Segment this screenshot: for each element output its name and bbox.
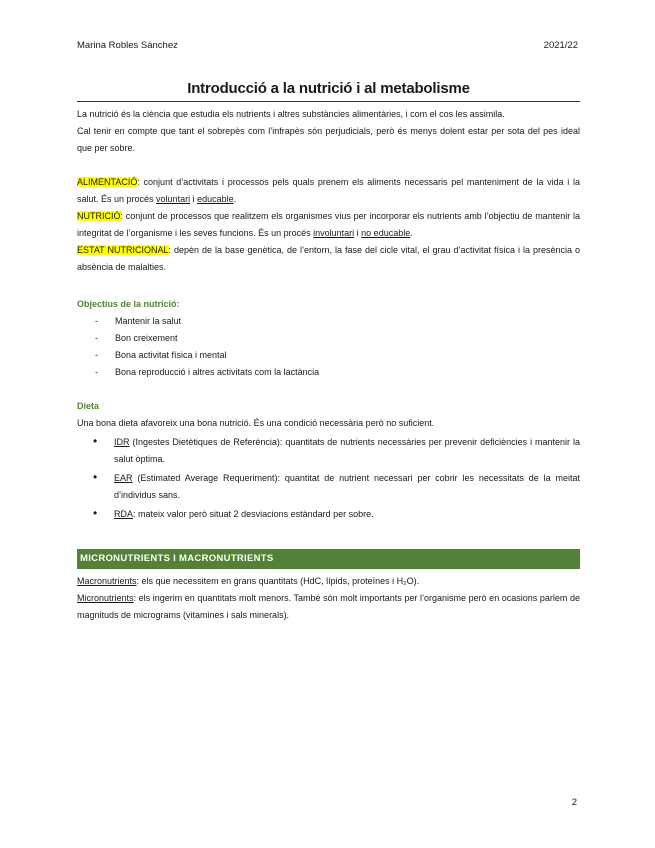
list-item: - Bona activitat física i mental (95, 347, 580, 364)
underlined-word: voluntari (156, 194, 191, 204)
dieta-paragraph: Una bona dieta afavoreix una bona nutrició. És una condició necessària però no suficient. (77, 418, 435, 428)
title-underline (77, 101, 580, 102)
term-idr: IDR (114, 437, 130, 447)
definition-text: . (410, 228, 413, 238)
spacer (77, 381, 580, 398)
header-year: 2021/22 (543, 40, 578, 51)
document-title: Introducció a la nutrició i al metabolisme (187, 80, 470, 97)
spacer (77, 276, 580, 293)
paragraph-text: : els que necessitem en grans quantitats (HdC, lípids, proteïnes i H₂O). (136, 576, 420, 586)
list-item-idr (93, 434, 580, 468)
list-item-text: : mateix valor però situat 2 desviacions estàndard per sobre. (133, 509, 374, 519)
list-item: - Bona reproducció i altres activitats com la lactància (95, 364, 580, 381)
underlined-word: educable (197, 194, 234, 204)
definition-estat-nutricional (77, 242, 580, 276)
term-macronutrients: Macronutrients (77, 576, 137, 586)
list-item-ear (93, 470, 580, 504)
definition-text: : conjunt d’activitats i processos pels quals prenem els aliments necessaris pel manteniment de la vida i la salut. És un procés (77, 177, 580, 204)
page-number: 2 (571, 797, 577, 808)
list-item: - Bon creixement (95, 330, 580, 347)
spacer (77, 157, 580, 174)
intro-paragraph-1: La nutrició és la ciència que estudia els nutrients i altres substàncies alimentàries, i com el cos les assimila. (77, 109, 505, 119)
definition-text: : conjunt de processos que realitzem els organismes vius per incorporar els nutrients amb l’objectiu de mantenir la integritat de l’organisme i les seves funcions. És un procés (77, 211, 580, 238)
dieta-heading: Dieta (77, 401, 100, 411)
list-item-rda (93, 506, 580, 523)
micronutrients-paragraph (77, 590, 580, 624)
document-body (77, 106, 580, 624)
list-item: - Mantenir la salut (95, 313, 580, 330)
underlined-word: involuntari (313, 228, 355, 238)
term-micronutrients: Micronutrients (77, 593, 134, 603)
intro-paragraph-2: Cal tenir en compte que tant el sobrepès com l’infrapès són perjudicials, però és menys dolent estar per sota del pes ideal que per sobre. (77, 126, 580, 153)
header-author: Marina Robles Sánchez (77, 40, 178, 51)
definition-text: . (233, 194, 237, 204)
macronutrients-paragraph (77, 573, 580, 590)
dieta-list (77, 434, 580, 523)
definition-text: i (354, 228, 362, 238)
definition-alimentacio (77, 174, 580, 208)
definition-text: : depèn de la base genètica, de l’entorn, la fase del cicle vital, el grau d’activitat física i la presència o absència de malalties. (77, 245, 580, 272)
term-rda: RDA (114, 509, 134, 519)
underlined-word: no educable (361, 228, 411, 238)
list-item-text: (Ingestes Dietètiques de Referència): quantitats de nutrients necessàries per prevenir deficiències i mantenir la salut òptima. (114, 437, 580, 464)
term-ear: EAR (114, 473, 133, 483)
term-estat-nutricional: ESTAT NUTRICIONAL (77, 245, 169, 255)
term-nutricio: NUTRICIÓ (77, 211, 121, 221)
section-heading-band: MICRONUTRIENTS I MACRONUTRIENTS (77, 549, 580, 569)
list-item-text: (Estimated Average Requeriment): quantitat de nutrient necessari per cobrir les necessitats de la meitat d’individus sans. (114, 473, 580, 500)
term-alimentacio: ALIMENTACIÓ (77, 177, 138, 187)
objectius-list (77, 313, 580, 381)
definition-nutricio (77, 208, 580, 242)
definition-text: i (190, 194, 198, 204)
paragraph-text: : els ingerim en quantitats molt menors. També són molt importants per l’organisme però en ocasions parlem de magnituds de micrograms (vitamines i sals minerals). (77, 593, 580, 620)
objectius-heading: Objectius de la nutrició: (77, 299, 180, 309)
